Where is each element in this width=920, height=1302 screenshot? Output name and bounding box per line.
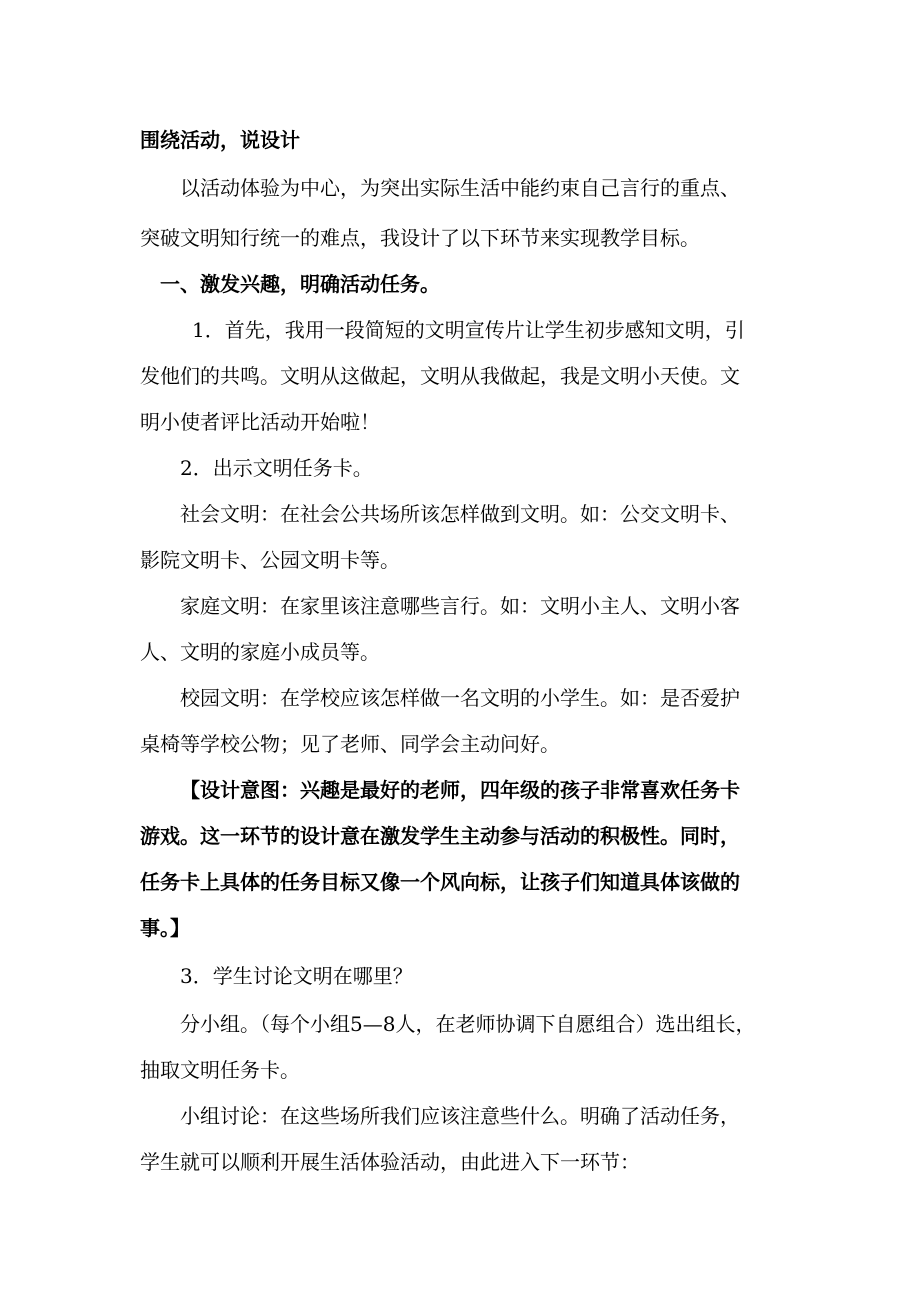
step-1-line-3: 明小使者评比活动开始啦！ [140, 410, 380, 434]
family-line-1: 家庭文明：在家里该注意哪些言行。如：文明小主人、文明小客 [180, 594, 740, 618]
grouping-line-1: 分小组。（每个小组5—8人，在老师协调下自愿组合）选出组长， [180, 1012, 756, 1036]
section-heading: 围绕活动，说设计 [140, 128, 300, 152]
step-1-line-1: 1．首先，我用一段简短的文明宣传片让学生初步感知文明，引 [192, 318, 745, 342]
discussion-line-1: 小组讨论：在这些场所我们应该注意些什么。明确了活动任务， [180, 1104, 740, 1128]
step-2: 2．出示文明任务卡。 [180, 456, 373, 480]
step-1-line-2: 发他们的共鸣。文明从这做起，文明从我做起，我是文明小天使。文 [140, 364, 740, 388]
family-line-2: 人、文明的家庭小成员等。 [140, 640, 380, 664]
step-3: 3．学生讨论文明在哪里？ [180, 964, 413, 988]
design-intent-line-4: 事。】 [140, 916, 190, 940]
school-line-2: 桌椅等学校公物；见了老师、同学会主动问好。 [140, 732, 560, 756]
section-1-title: 一、激发兴趣，明确活动任务。 [160, 272, 440, 296]
intro-line-2: 突破文明知行统一的难点，我设计了以下环节来实现教学目标。 [140, 226, 700, 250]
school-line-1: 校园文明：在学校应该怎样做一名文明的小学生。如：是否爱护 [180, 686, 740, 710]
social-line-2: 影院文明卡、公园文明卡等。 [140, 548, 400, 572]
grouping-line-2: 抽取文明任务卡。 [140, 1058, 300, 1082]
intro-line-1: 以活动体验为中心，为突出实际生活中能约束自己言行的重点、 [180, 176, 740, 200]
social-line-1: 社会文明：在社会公共场所该怎样做到文明。如：公交文明卡、 [180, 502, 740, 526]
design-intent-line-3: 任务卡上具体的任务目标又像一个风向标，让孩子们知道具体该做的 [140, 870, 740, 894]
discussion-line-2: 学生就可以顺利开展生活体验活动，由此进入下一环节： [140, 1150, 640, 1174]
design-intent-line-2: 游戏。这一环节的设计意在激发学生主动参与活动的积极性。同时， [140, 824, 740, 848]
design-intent-line-1: 【设计意图：兴趣是最好的老师，四年级的孩子非常喜欢任务卡 [180, 778, 740, 802]
